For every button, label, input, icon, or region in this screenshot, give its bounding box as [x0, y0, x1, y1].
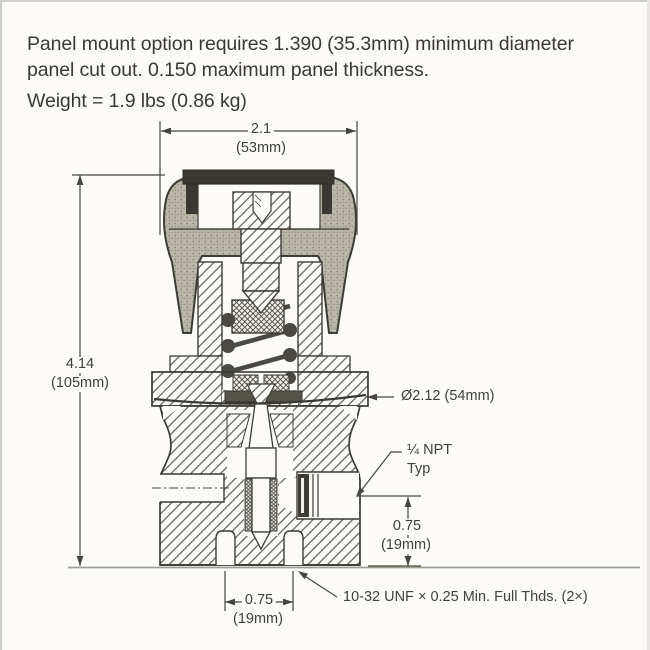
dim-knob-width-in: 2.1	[248, 122, 274, 138]
dim-port-height-in: 0.75	[390, 519, 424, 535]
port-label-line1: ¼ NPT	[404, 443, 455, 459]
dim-port-height-mm: (19mm)	[378, 538, 434, 554]
poppet-spring-left	[245, 479, 252, 531]
weight-note: Weight = 1.9 lbs (0.86 kg)	[27, 90, 247, 112]
poppet-spring-right	[270, 479, 277, 531]
port-label-line2: Typ	[404, 462, 433, 478]
knob-cap	[183, 170, 334, 184]
mounting-thread-note: 10-32 UNF × 0.25 Min. Full Thds. (2×)	[343, 589, 588, 606]
dim-hole-spacing-mm: (19mm)	[230, 612, 286, 628]
dim-knob-width-mm: (53mm)	[233, 141, 289, 157]
inlet-port	[152, 474, 232, 502]
dim-hole-spacing-in: 0.75	[242, 593, 276, 609]
outlet-port	[297, 472, 359, 519]
panel-mount-note-line1: Panel mount option requires 1.390 (35.3mm) minimum diameter	[27, 33, 574, 55]
dim-body-diameter: Ø2.12 (54mm)	[398, 389, 497, 405]
panel-mount-note-line2: panel cut out. 0.150 maximum panel thickness.	[27, 59, 429, 81]
dim-overall-height-mm: (105mm)	[48, 376, 112, 392]
dim-overall-height-in: 4.14	[63, 357, 97, 373]
valve-body	[152, 404, 360, 565]
leader-npt	[357, 452, 402, 496]
